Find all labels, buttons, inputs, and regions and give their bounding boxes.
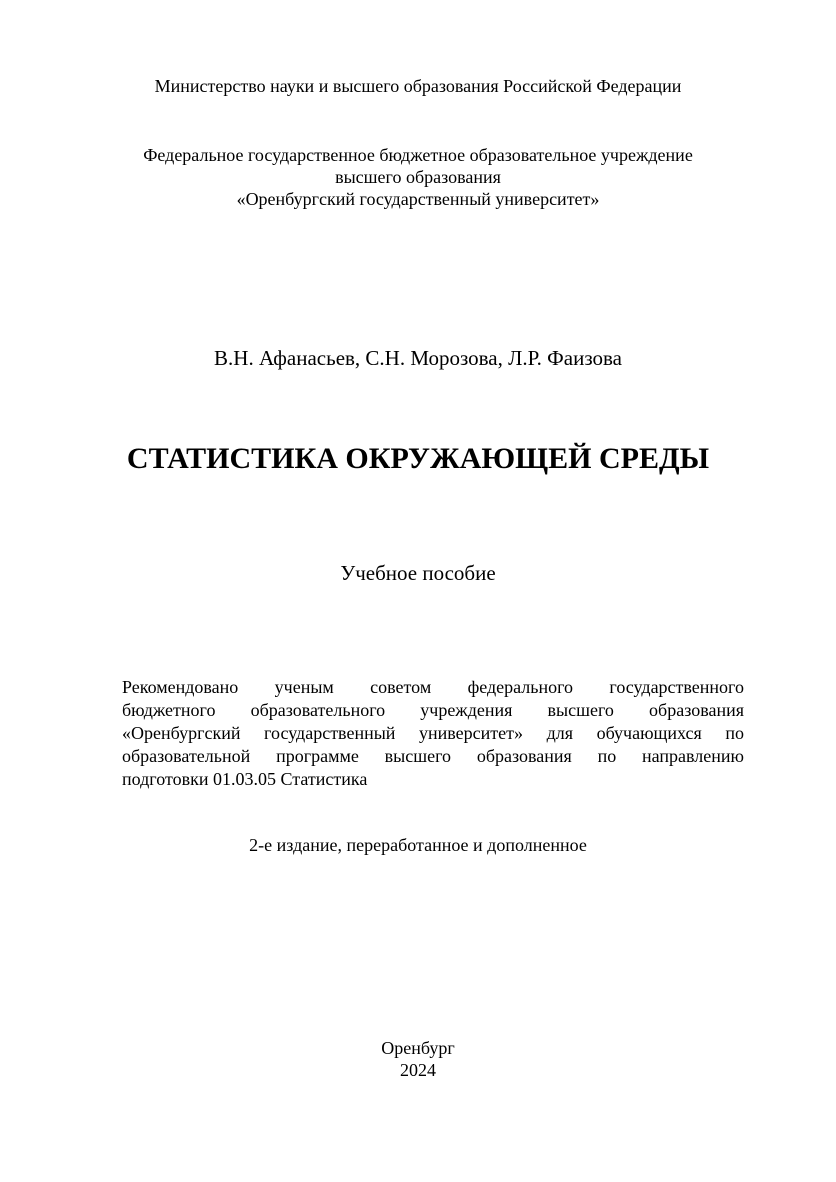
institution-line: высшего образования (335, 167, 501, 187)
book-subtitle: Учебное пособие (340, 561, 496, 585)
ministry-name: Министерство науки и высшего образования Российской Федерации (154, 76, 682, 96)
recommendation-line: Рекомендовано ученым советом федерального государственного (122, 677, 744, 697)
recommendation-line: «Оренбургский государственный университет» для обучающихся по (122, 723, 744, 743)
authors: В.Н. Афанасьев, С.Н. Морозова, Л.Р. Фаизова (214, 346, 622, 370)
institution-line: Федеральное государственное бюджетное образовательное учреждение (143, 145, 693, 165)
institution-line: «Оренбургский государственный университет» (236, 189, 600, 209)
recommendation-line: подготовки 01.03.05 Статистика (122, 769, 368, 789)
institution-name (0, 144, 836, 210)
publication-city: Оренбург (381, 1038, 455, 1058)
publication-year: 2024 (400, 1060, 436, 1080)
recommendation-line: образовательной программе высшего образования по направлению (122, 746, 744, 766)
book-title: СТАТИСТИКА ОКРУЖАЮЩЕЙ СРЕДЫ (126, 442, 710, 475)
edition-note: 2-е издание, переработанное и дополненное (249, 835, 587, 855)
recommendation-text (122, 676, 744, 791)
recommendation-line: бюджетного образовательного учреждения высшего образования (122, 700, 744, 720)
